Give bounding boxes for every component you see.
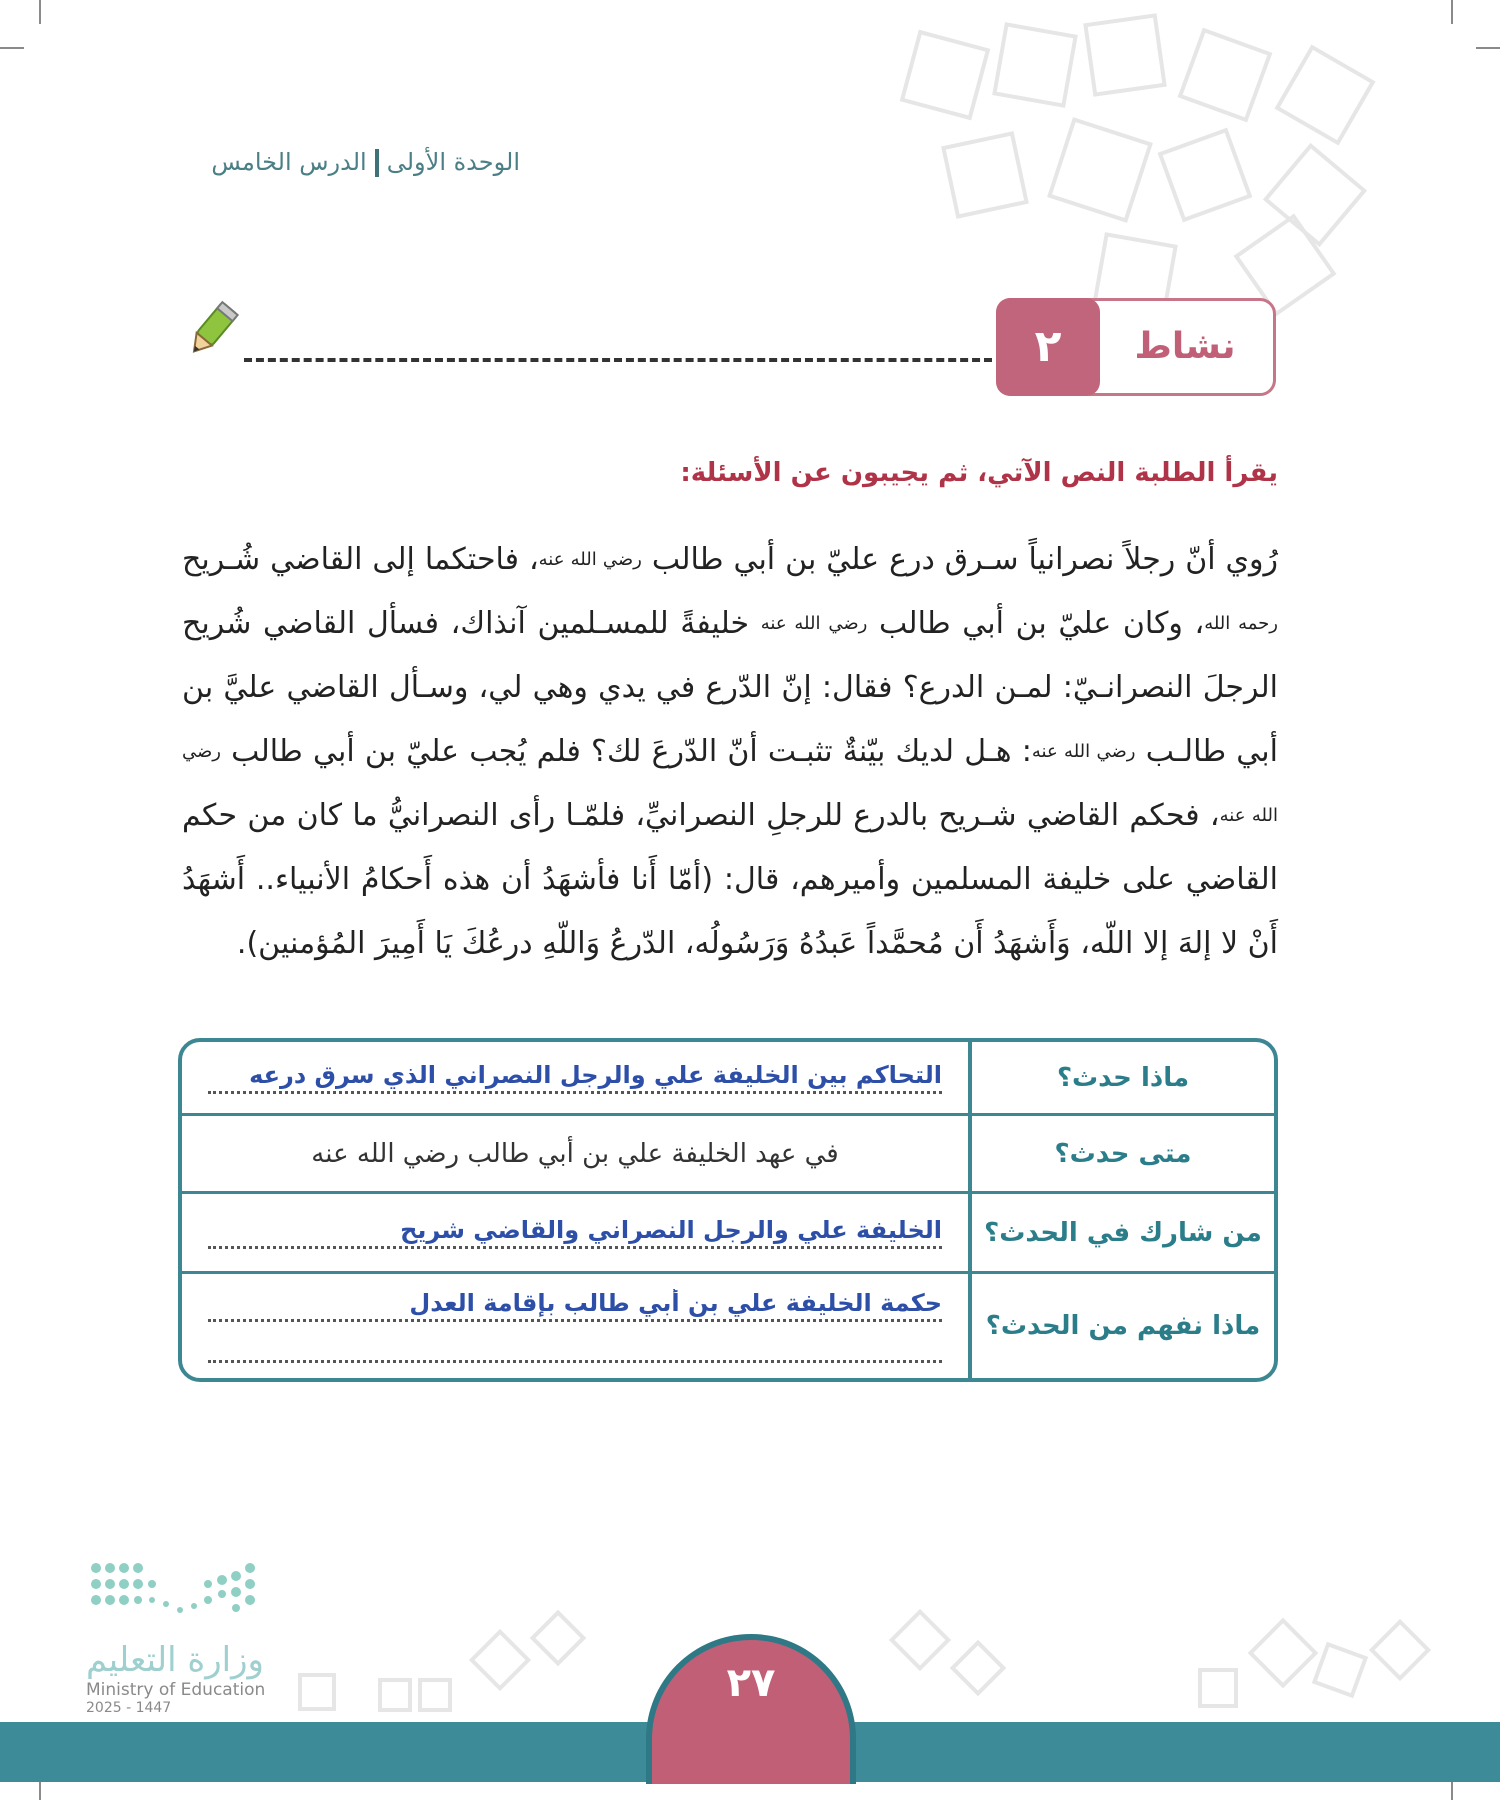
passage-part: ، فحكم القاضي شـريح بالدرع للرجلِ النصرانيِّ، فلمّـا رأى النصرانيُّ ما كان من حكم القاضي على خليفة المسلمين وأميرهم، قال: (أمّا أَنا فأشهَدُ أن هذه أَحكامُ الأنبياء.. أَشهَدُ أَنْ لا إلهَ إلا اللّه، وَأَشهَدُ أَن مُحمَّداً عَبدُهُ وَرَسُولُه، الدّرعُ وَاللّهِ درعُكَ يَا أَمِيرَ المُؤمنين). — [182, 798, 1278, 961]
question-cell: ماذا حدث؟ — [968, 1042, 1274, 1113]
lesson-header — [211, 148, 520, 177]
activity-number: ٢ — [996, 298, 1100, 396]
activity-dashed-line — [244, 358, 992, 362]
ministry-name-en: Ministry of Education — [86, 1680, 266, 1700]
unit-title: الوحدة الأولى — [386, 148, 520, 176]
qa-row-who — [182, 1194, 1274, 1274]
honorific-mark: رضي الله عنه — [538, 549, 642, 570]
header-separator — [375, 149, 379, 177]
passage-part: رُوي أنّ رجلاً نصرانياً سـرق درع عليّ بن أبي طالب — [651, 542, 1278, 577]
honorific-mark: رضي الله عنه — [1031, 741, 1136, 762]
ministry-logo-icon — [88, 1560, 268, 1640]
question-cell: من شارك في الحدث؟ — [968, 1194, 1274, 1271]
passage-part: ، فاحتكما إلى القاضي شُـريح — [182, 542, 539, 577]
story-passage — [182, 528, 1278, 976]
question-cell: متى حدث؟ — [968, 1116, 1274, 1191]
answer-cell[interactable] — [182, 1194, 968, 1271]
printed-answer: في عهد الخليفة علي بن أبي طالب رضي الله عنه — [311, 1138, 839, 1169]
passage-part: خليفةً للمسـلمين آنذاك، فسأل القاضي شُريح الرجلَ النصرانـيّ: لمـن الدرع؟ فقال: إنّ الدّرع في يدي وهي لي، وسـأل القاضي عليَّ بن أبي طالـب — [182, 606, 1278, 769]
activity-label: نشاط — [1134, 326, 1236, 367]
honorific-mark: رحمه الله — [1204, 613, 1278, 634]
answer-line-blank[interactable] — [208, 1330, 942, 1363]
answer-line[interactable]: التحاكم بين الخليفة علي والرجل النصراني الذي سرق درعه — [208, 1061, 942, 1094]
honorific-mark: رضي الله عنه — [760, 613, 868, 634]
qa-row-what — [182, 1042, 1274, 1116]
lesson-title: الدرس الخامس — [211, 148, 367, 176]
answer-cell[interactable] — [182, 1274, 968, 1378]
qa-row-when — [182, 1116, 1274, 1194]
answer-cell — [182, 1116, 968, 1191]
question-cell: ماذا نفهم من الحدث؟ — [968, 1274, 1274, 1378]
page-number: ٢٧ — [726, 1660, 776, 1706]
activity-badge — [996, 298, 1276, 396]
ministry-name-ar: وزارة التعليم — [86, 1640, 264, 1680]
answer-cell[interactable] — [182, 1042, 968, 1113]
qa-table — [178, 1038, 1278, 1382]
edition-year: 2025 - 1447 — [86, 1700, 172, 1716]
instruction-text: يقرأ الطلبة النص الآتي، ثم يجيبون عن الأسئلة: — [680, 458, 1278, 488]
qa-row-lesson — [182, 1274, 1274, 1378]
honorific-mark: رضي الله عنه — [182, 741, 1279, 826]
passage-part: ، وكان عليّ بن أبي طالب — [878, 606, 1205, 641]
answer-line[interactable]: حكمة الخليفة علي بن أبي طالب بإقامة العدل — [208, 1289, 942, 1322]
answer-line[interactable]: الخليفة علي والرجل النصراني والقاضي شريح — [208, 1216, 942, 1249]
page-number-tab — [646, 1634, 856, 1784]
pencil-icon — [184, 300, 240, 360]
passage-part: : هـل لديك بيّنةٌ تثبـت أنّ الدّرعَ لك؟ فلم يُجب عليّ بن أبي طالب — [231, 734, 1032, 769]
